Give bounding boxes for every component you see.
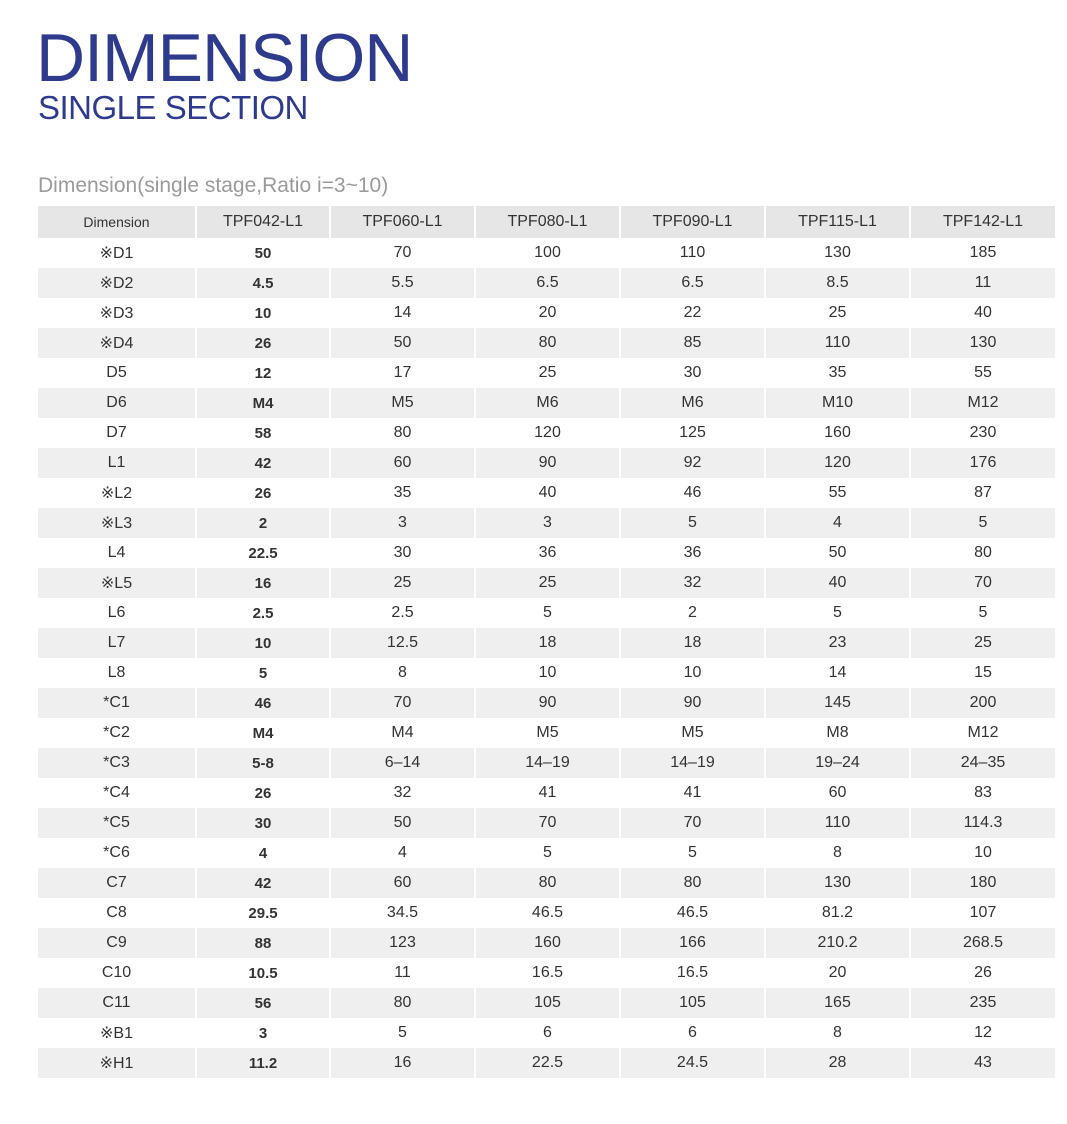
cell-dimension: ※D1	[38, 238, 196, 268]
cell-tpf060: M4	[330, 718, 475, 748]
cell-tpf060: 80	[330, 418, 475, 448]
cell-dimension: ※B1	[38, 1018, 196, 1048]
header-tpf060: TPF060-L1	[330, 206, 475, 238]
table-row	[38, 568, 1055, 598]
cell-tpf042: 2.5	[196, 598, 330, 628]
header-tpf115: TPF115-L1	[765, 206, 910, 238]
cell-tpf090: 105	[620, 988, 765, 1018]
table-row	[38, 298, 1055, 328]
cell-dimension: C11	[38, 988, 196, 1018]
cell-tpf060: 70	[330, 238, 475, 268]
cell-tpf090: 85	[620, 328, 765, 358]
cell-tpf080: 16.5	[475, 958, 620, 988]
cell-tpf060: 80	[330, 988, 475, 1018]
cell-tpf060: M5	[330, 388, 475, 418]
cell-tpf090: 46	[620, 478, 765, 508]
cell-tpf090: 36	[620, 538, 765, 568]
cell-tpf142: 11	[974, 274, 992, 291]
cell-dimension: ※L5	[38, 568, 196, 598]
cell-tpf142: M12	[967, 724, 999, 741]
cell-tpf042: 26	[196, 478, 330, 508]
cell-tpf060: 50	[330, 328, 475, 358]
cell-tpf060: 14	[330, 298, 475, 328]
table-row	[38, 1048, 1055, 1078]
cell-dimension: C7	[38, 868, 196, 898]
cell-tpf080: 5	[475, 838, 620, 868]
page-subtitle: SINGLE SECTION	[38, 89, 308, 126]
cell-tpf042: 4.5	[196, 268, 330, 298]
cell-tpf142: 268.5	[962, 934, 1004, 951]
cell-tpf115: 23	[765, 628, 910, 658]
cell-tpf060: 35	[330, 478, 475, 508]
cell-tpf142: 83	[974, 784, 992, 801]
cell-dimension: *C3	[38, 748, 196, 778]
cell-tpf142: 176	[969, 454, 997, 471]
cell-tpf080: 80	[475, 868, 620, 898]
cell-tpf080: 3	[475, 508, 620, 538]
cell-tpf060: 60	[330, 868, 475, 898]
cell-tpf090: 6.5	[620, 268, 765, 298]
header-tpf090: TPF090-L1	[620, 206, 765, 238]
cell-tpf115: 110	[765, 328, 910, 358]
cell-tpf115: 8	[765, 1018, 910, 1048]
cell-tpf115: 130	[765, 238, 910, 268]
cell-tpf042: 58	[196, 418, 330, 448]
table-body	[38, 238, 1055, 1078]
table-row	[38, 868, 1055, 898]
table-header-row	[38, 206, 1055, 238]
cell-tpf115: 50	[765, 538, 910, 568]
cell-tpf080: 25	[475, 358, 620, 388]
header-dimension: Dimension	[38, 206, 196, 238]
table-row	[38, 328, 1055, 358]
cell-tpf142: 5	[978, 514, 988, 531]
cell-tpf090: 166	[620, 928, 765, 958]
cell-tpf115: 5	[765, 598, 910, 628]
table-row	[38, 688, 1055, 718]
cell-tpf142: 87	[974, 484, 992, 501]
table-row	[38, 448, 1055, 478]
cell-tpf060: 30	[330, 538, 475, 568]
cell-tpf080: 41	[475, 778, 620, 808]
cell-tpf042: 3	[196, 1018, 330, 1048]
cell-tpf090: 5	[620, 508, 765, 538]
cell-tpf142: 235	[969, 994, 997, 1011]
cell-tpf115: 55	[765, 478, 910, 508]
cell-tpf115: 4	[765, 508, 910, 538]
cell-tpf042: 26	[196, 328, 330, 358]
cell-dimension: *C1	[38, 688, 196, 718]
cell-tpf060: 6–14	[330, 748, 475, 778]
cell-tpf142: 24–35	[960, 754, 1006, 771]
cell-tpf042: 50	[196, 238, 330, 268]
cell-tpf090: 90	[620, 688, 765, 718]
cell-tpf115: 110	[765, 808, 910, 838]
cell-tpf142: 40	[974, 304, 992, 321]
cell-tpf080: 10	[475, 658, 620, 688]
table-row	[38, 658, 1055, 688]
cell-tpf042: 46	[196, 688, 330, 718]
table-row	[38, 1018, 1055, 1048]
cell-tpf080: M5	[475, 718, 620, 748]
cell-dimension: D6	[38, 388, 196, 418]
cell-tpf090: 110	[620, 238, 765, 268]
cell-tpf115: 19–24	[765, 748, 910, 778]
cell-tpf142: 10	[974, 844, 992, 861]
table-row	[38, 898, 1055, 928]
cell-tpf090: 92	[620, 448, 765, 478]
cell-tpf080: 22.5	[475, 1048, 620, 1078]
cell-tpf042: 42	[196, 868, 330, 898]
cell-tpf042: 11.2	[196, 1048, 330, 1078]
table-row	[38, 418, 1055, 448]
cell-tpf115: 130	[765, 868, 910, 898]
cell-tpf042: 2	[196, 508, 330, 538]
cell-tpf042: 30	[196, 808, 330, 838]
cell-tpf090: 125	[620, 418, 765, 448]
table-row	[38, 598, 1055, 628]
cell-tpf115: M8	[765, 718, 910, 748]
cell-tpf115: 60	[765, 778, 910, 808]
cell-tpf042: 5	[196, 658, 330, 688]
cell-tpf042: 22.5	[196, 538, 330, 568]
cell-tpf080: 105	[475, 988, 620, 1018]
cell-tpf142: M12	[967, 394, 999, 411]
cell-tpf060: 17	[330, 358, 475, 388]
cell-tpf080: 20	[475, 298, 620, 328]
table-row	[38, 928, 1055, 958]
cell-tpf090: 80	[620, 868, 765, 898]
cell-tpf042: 12	[196, 358, 330, 388]
cell-tpf090: 30	[620, 358, 765, 388]
table-row	[38, 628, 1055, 658]
cell-dimension: L4	[38, 538, 196, 568]
cell-tpf080: 25	[475, 568, 620, 598]
cell-tpf080: 36	[475, 538, 620, 568]
table-row	[38, 388, 1055, 418]
header-tpf042: TPF042-L1	[196, 206, 330, 238]
cell-tpf060: 60	[330, 448, 475, 478]
cell-tpf090: 24.5	[620, 1048, 765, 1078]
cell-tpf142: 200	[969, 694, 997, 711]
table-caption: Dimension(single stage,Ratio i=3~10)	[38, 174, 389, 197]
cell-tpf042: M4	[196, 718, 330, 748]
cell-tpf115: 8	[765, 838, 910, 868]
cell-dimension: D5	[38, 358, 196, 388]
cell-tpf080: M6	[475, 388, 620, 418]
cell-tpf142: 114.3	[963, 814, 1003, 831]
cell-tpf115: 120	[765, 448, 910, 478]
cell-tpf142: 43	[974, 1054, 992, 1071]
cell-dimension: ※D3	[38, 298, 196, 328]
cell-tpf090: 2	[620, 598, 765, 628]
cell-tpf090: M6	[620, 388, 765, 418]
cell-tpf042: 10	[196, 628, 330, 658]
cell-tpf115: M10	[765, 388, 910, 418]
cell-tpf080: 46.5	[475, 898, 620, 928]
cell-tpf090: 18	[620, 628, 765, 658]
cell-tpf042: 5-8	[196, 748, 330, 778]
cell-tpf042: 4	[196, 838, 330, 868]
cell-dimension: ※H1	[38, 1048, 196, 1078]
cell-tpf080: 90	[475, 448, 620, 478]
cell-dimension: C9	[38, 928, 196, 958]
cell-tpf080: 100	[475, 238, 620, 268]
table-row	[38, 358, 1055, 388]
cell-dimension: L1	[38, 448, 196, 478]
cell-dimension: C10	[38, 958, 196, 988]
cell-tpf042: 56	[196, 988, 330, 1018]
cell-tpf042: 16	[196, 568, 330, 598]
cell-tpf080: 160	[475, 928, 620, 958]
cell-tpf090: 6	[620, 1018, 765, 1048]
table-row	[38, 778, 1055, 808]
table-row	[38, 268, 1055, 298]
table-row	[38, 508, 1055, 538]
cell-tpf080: 6	[475, 1018, 620, 1048]
cell-dimension: D7	[38, 418, 196, 448]
cell-tpf060: 3	[330, 508, 475, 538]
cell-dimension: ※L3	[38, 508, 196, 538]
cell-dimension: ※L2	[38, 478, 196, 508]
cell-tpf080: 6.5	[475, 268, 620, 298]
cell-tpf060: 5.5	[330, 268, 475, 298]
cell-tpf115: 28	[765, 1048, 910, 1078]
cell-tpf080: 90	[475, 688, 620, 718]
table-row	[38, 808, 1055, 838]
cell-tpf060: 123	[330, 928, 475, 958]
cell-tpf080: 70	[475, 808, 620, 838]
cell-tpf090: 22	[620, 298, 765, 328]
cell-tpf142: 180	[969, 874, 997, 891]
table-row	[38, 748, 1055, 778]
cell-tpf042: 42	[196, 448, 330, 478]
cell-tpf142: 15	[974, 664, 992, 681]
cell-tpf060: 50	[330, 808, 475, 838]
table-row	[38, 238, 1055, 268]
cell-dimension: ※D2	[38, 268, 196, 298]
cell-tpf142: 230	[969, 424, 997, 441]
cell-tpf115: 40	[765, 568, 910, 598]
cell-dimension: ※D4	[38, 328, 196, 358]
cell-tpf115: 8.5	[765, 268, 910, 298]
table-row	[38, 478, 1055, 508]
cell-dimension: *C6	[38, 838, 196, 868]
cell-tpf142: 70	[974, 574, 992, 591]
cell-tpf060: 25	[330, 568, 475, 598]
cell-tpf115: 20	[765, 958, 910, 988]
table-row	[38, 538, 1055, 568]
cell-tpf080: 5	[475, 598, 620, 628]
cell-dimension: L8	[38, 658, 196, 688]
cell-tpf060: 4	[330, 838, 475, 868]
cell-tpf142: 25	[974, 634, 992, 651]
page-title: DIMENSION	[36, 20, 413, 96]
cell-tpf060: 12.5	[330, 628, 475, 658]
cell-tpf142: 12	[974, 1024, 992, 1041]
cell-tpf042: 26	[196, 778, 330, 808]
cell-tpf042: 29.5	[196, 898, 330, 928]
cell-dimension: L7	[38, 628, 196, 658]
cell-dimension: C8	[38, 898, 196, 928]
table-row	[38, 718, 1055, 748]
table-row	[38, 958, 1055, 988]
cell-tpf115: 14	[765, 658, 910, 688]
cell-tpf080: 14–19	[475, 748, 620, 778]
cell-tpf090: 16.5	[620, 958, 765, 988]
cell-tpf060: 70	[330, 688, 475, 718]
cell-tpf142: 55	[974, 364, 992, 381]
cell-tpf115: 160	[765, 418, 910, 448]
cell-tpf042: M4	[196, 388, 330, 418]
cell-tpf142: 130	[969, 334, 997, 351]
table-row	[38, 988, 1055, 1018]
cell-tpf115: 165	[765, 988, 910, 1018]
cell-tpf090: 5	[620, 838, 765, 868]
dimension-table	[38, 206, 1055, 1078]
cell-dimension: L6	[38, 598, 196, 628]
cell-tpf142: 185	[969, 244, 997, 261]
cell-tpf042: 10	[196, 298, 330, 328]
cell-tpf142: 107	[969, 904, 997, 921]
cell-tpf060: 11	[330, 958, 475, 988]
cell-tpf142: 26	[974, 964, 992, 981]
cell-tpf115: 35	[765, 358, 910, 388]
cell-tpf142: 5	[978, 604, 988, 621]
cell-tpf090: 10	[620, 658, 765, 688]
cell-tpf042: 88	[196, 928, 330, 958]
cell-tpf115: 145	[765, 688, 910, 718]
cell-tpf080: 80	[475, 328, 620, 358]
cell-dimension: *C4	[38, 778, 196, 808]
cell-tpf042: 10.5	[196, 958, 330, 988]
table-row	[38, 838, 1055, 868]
cell-tpf080: 120	[475, 418, 620, 448]
cell-tpf060: 16	[330, 1048, 475, 1078]
cell-tpf060: 2.5	[330, 598, 475, 628]
cell-dimension: *C2	[38, 718, 196, 748]
cell-tpf115: 25	[765, 298, 910, 328]
header-tpf142: TPF142-L1	[942, 213, 1024, 230]
cell-tpf090: M5	[620, 718, 765, 748]
cell-tpf115: 210.2	[765, 928, 910, 958]
cell-dimension: *C5	[38, 808, 196, 838]
cell-tpf090: 41	[620, 778, 765, 808]
cell-tpf060: 5	[330, 1018, 475, 1048]
cell-tpf115: 81.2	[765, 898, 910, 928]
cell-tpf090: 46.5	[620, 898, 765, 928]
header-tpf080: TPF080-L1	[475, 206, 620, 238]
cell-tpf060: 32	[330, 778, 475, 808]
cell-tpf060: 34.5	[330, 898, 475, 928]
cell-tpf090: 70	[620, 808, 765, 838]
cell-tpf090: 14–19	[620, 748, 765, 778]
cell-tpf080: 18	[475, 628, 620, 658]
cell-tpf060: 8	[330, 658, 475, 688]
cell-tpf080: 40	[475, 478, 620, 508]
cell-tpf142: 80	[974, 544, 992, 561]
cell-tpf090: 32	[620, 568, 765, 598]
